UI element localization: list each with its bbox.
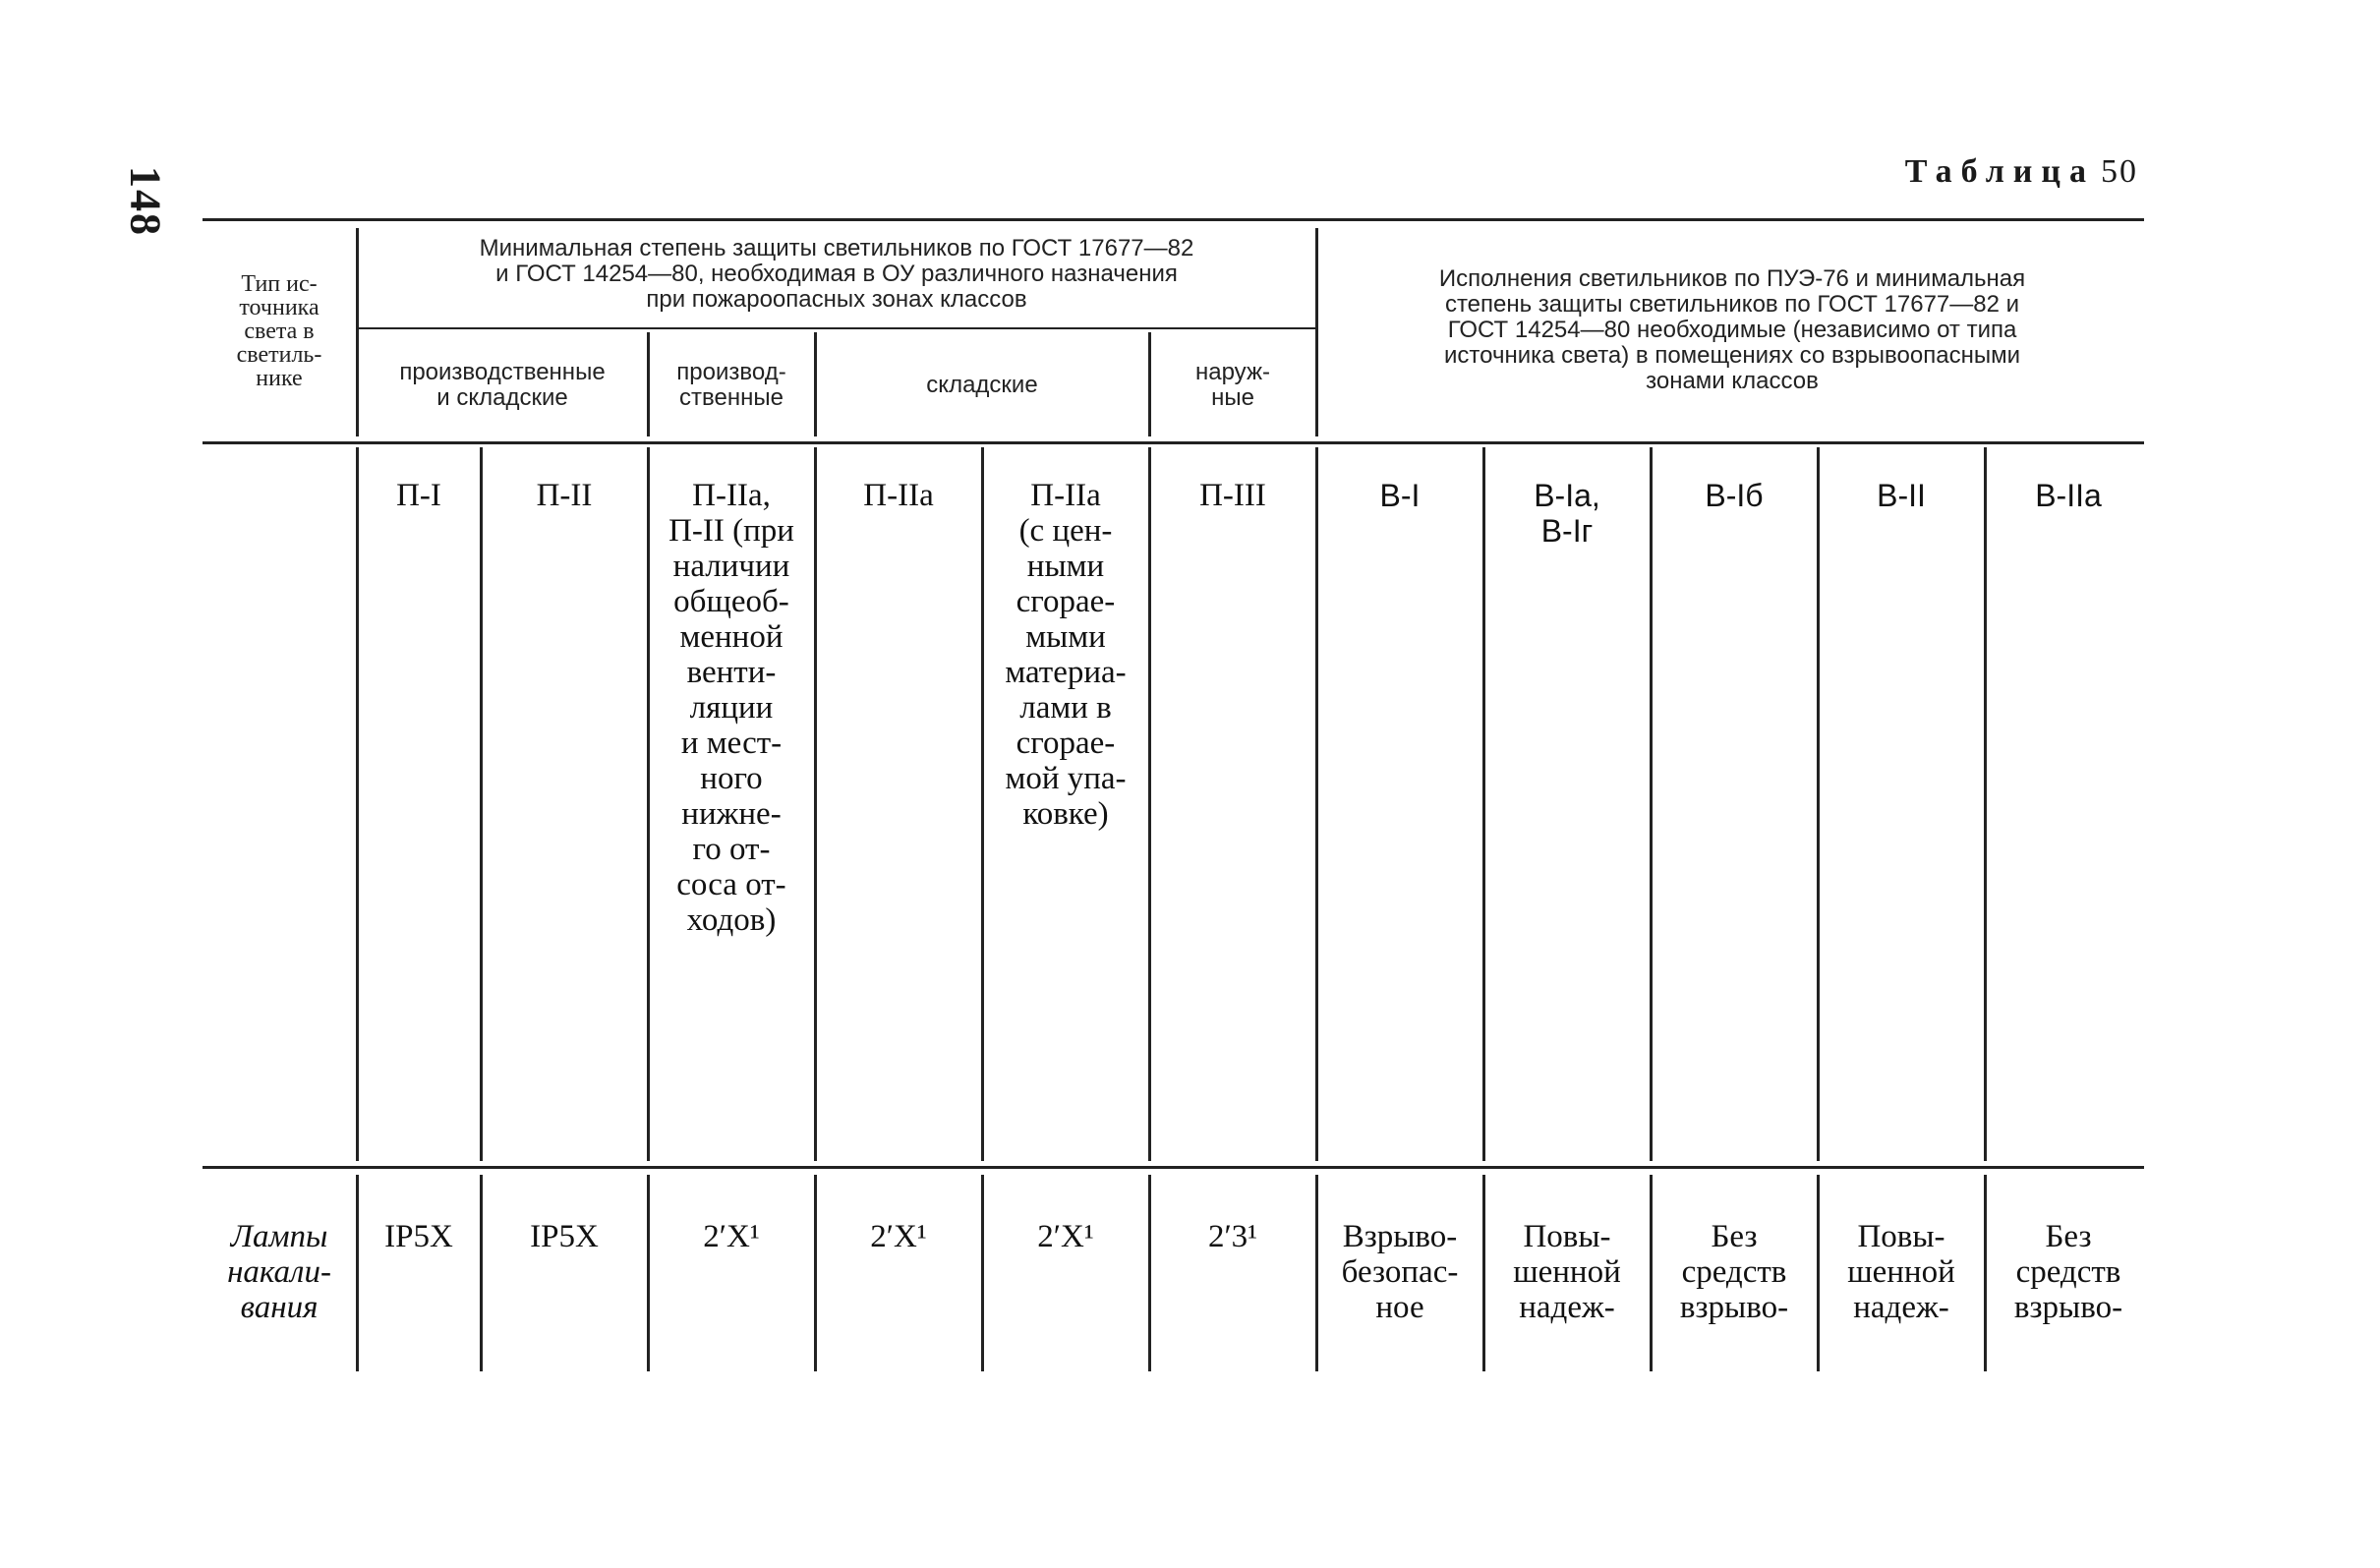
rule-header-bottom	[203, 441, 2144, 444]
vrule	[356, 1175, 359, 1371]
zone-class-v2a: В-IIa	[2035, 478, 2102, 513]
vrule	[1315, 228, 1318, 436]
cell-value-p2: IP5X	[530, 1219, 599, 1254]
vrule	[1148, 332, 1151, 436]
vrule	[1817, 1175, 1820, 1371]
cell-value-v1a-v1g: Повы- шенной надеж-	[1513, 1219, 1621, 1325]
header-sub-storage: складские	[926, 372, 1038, 398]
zone-class-p2a: П-IIa	[863, 478, 934, 513]
zone-class-p2: П-II	[536, 478, 593, 513]
cell-value-v2a: Без средств взрыво-	[2013, 1219, 2123, 1325]
header-light-source-type: Тип ис- точника света в светиль- нике	[236, 271, 322, 391]
cell-value-v1: Взрыво- безопас- ное	[1341, 1219, 1459, 1325]
vrule	[1148, 447, 1151, 1161]
vrule	[1482, 447, 1485, 1161]
vrule	[1984, 447, 1987, 1161]
cell-value-p1: IP5X	[384, 1219, 453, 1254]
cell-value-v2: Повы- шенной надеж-	[1847, 1219, 1955, 1325]
cell-value-p2a-p2-ventilation: 2′X¹	[703, 1219, 760, 1254]
header-sub-production-storage: производственные и складские	[399, 359, 606, 411]
vrule	[480, 1175, 483, 1371]
header-sub-outdoor: наруж- ные	[1195, 359, 1270, 411]
vrule	[480, 447, 483, 1161]
header-group-explosion-hazard: Исполнения светильников по ПУЭ-76 и минимальная степень защиты светильников по ГОСТ 17677—82 и ГОСТ 14254—80 необходимые (независимо от типа источника света) в помещениях со взрывоопасными зонами классов	[1438, 265, 2026, 394]
vrule	[1817, 447, 1820, 1161]
rule-group-fire	[358, 327, 1315, 329]
zone-class-v1b: В-Iб	[1705, 478, 1764, 513]
zone-class-p2a-valuables: П-IIa (с цен- ными сгорае- мыми материа- лами в сгорае- мой упа- ковке)	[1005, 478, 1127, 832]
vrule	[981, 1175, 984, 1371]
vrule	[814, 447, 817, 1161]
vrule	[981, 447, 984, 1161]
cell-value-v1b: Без средств взрыво-	[1679, 1219, 1789, 1325]
vrule	[1148, 1175, 1151, 1371]
row-label-incandescent-lamps: Лампы накали- вания	[227, 1219, 331, 1325]
cell-value-p3: 2′3¹	[1207, 1219, 1258, 1254]
zone-class-v2: В-II	[1877, 478, 1926, 513]
header-sub-production: производ- ственные	[676, 359, 786, 411]
vrule	[647, 447, 650, 1161]
table-title-number: 50	[2101, 153, 2138, 190]
vrule	[356, 447, 359, 1161]
table-title-word: Таблица	[1904, 153, 2095, 190]
vrule	[356, 228, 359, 436]
vrule	[1650, 447, 1653, 1161]
zone-class-p3: П-III	[1199, 478, 1266, 513]
rule-top	[203, 218, 2144, 221]
table-title	[1905, 153, 2138, 191]
vrule	[1482, 1175, 1485, 1371]
zone-class-p1: П-I	[396, 478, 441, 513]
vrule	[1315, 447, 1318, 1161]
header-group-fire-hazard: Минимальная степень защиты светильников по ГОСТ 17677—82 и ГОСТ 14254—80, необходимая в ОУ различного назначения при пожароопасных зонах классов	[479, 235, 1194, 313]
vrule	[1984, 1175, 1987, 1371]
cell-value-p2a-valuables: 2′X¹	[1037, 1219, 1094, 1254]
vrule	[1315, 1175, 1318, 1371]
vrule	[1650, 1175, 1653, 1371]
zone-class-p2a-p2-ventilation: П-IIa, П-II (при наличии общеоб- менной венти- ляции и мест- ного нижне- го от- соса от- ходов)	[668, 478, 794, 938]
zone-class-v1a-v1g: В-Ia, В-Iг	[1534, 478, 1600, 549]
vrule	[647, 1175, 650, 1371]
vrule	[647, 332, 650, 436]
zone-class-v1: В-I	[1379, 478, 1421, 513]
vrule	[814, 1175, 817, 1371]
page-number: 148	[121, 166, 170, 237]
rule-classes-bottom	[203, 1166, 2144, 1169]
cell-value-p2a: 2′X¹	[870, 1219, 927, 1254]
vrule	[814, 332, 817, 436]
